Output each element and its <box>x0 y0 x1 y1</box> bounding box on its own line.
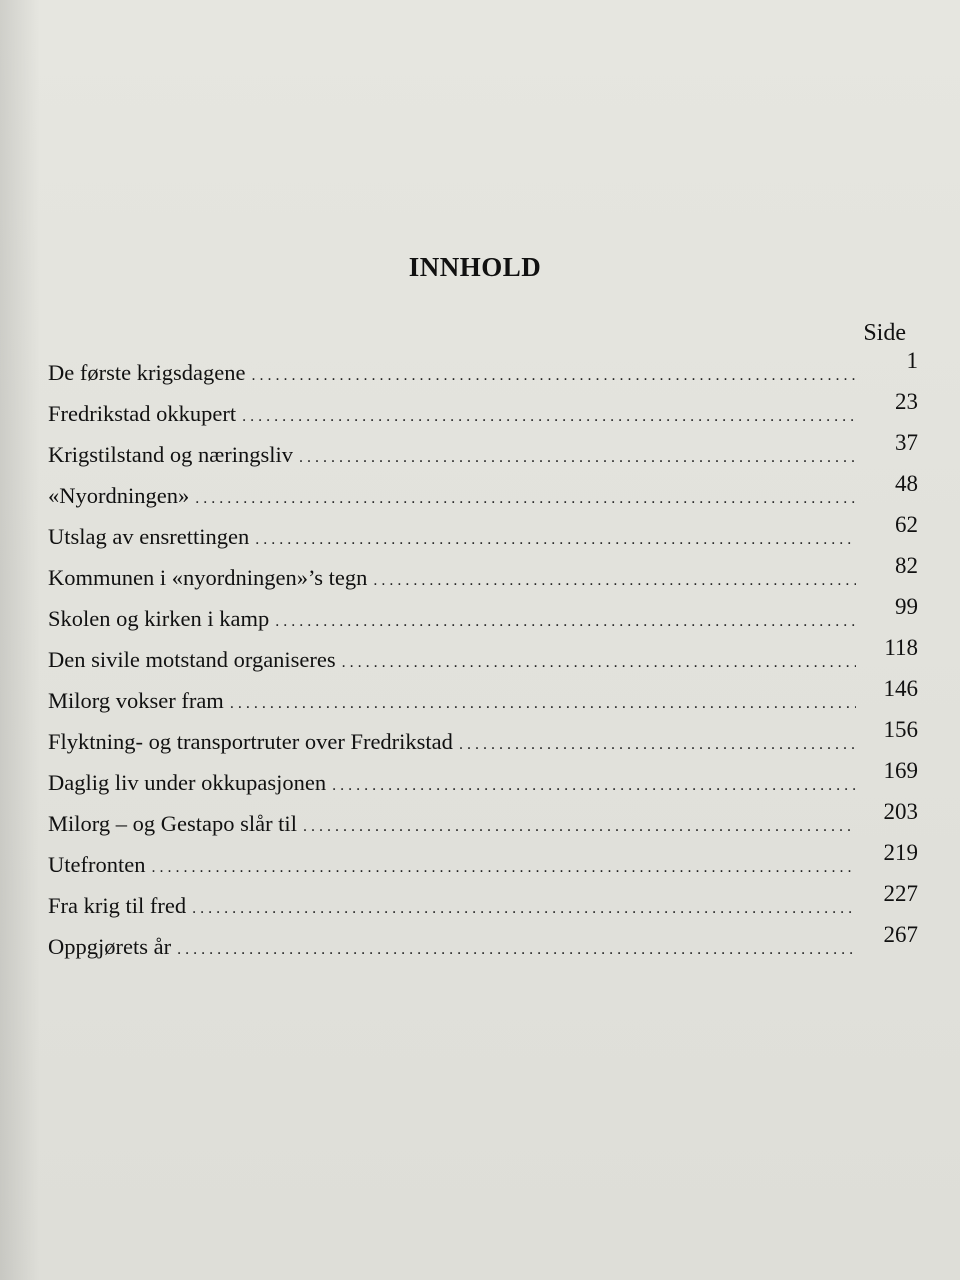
toc-entry-title: De første krigsdagene <box>48 360 246 385</box>
table-of-contents <box>48 348 918 975</box>
toc-entry-title: Fredrikstad okkupert <box>48 401 237 426</box>
dot-leader <box>251 367 856 385</box>
toc-entry-page: 99 <box>895 594 918 619</box>
dot-leader <box>255 531 856 549</box>
toc-entry <box>48 512 918 565</box>
toc-entry <box>48 594 918 647</box>
toc-entry-page: 219 <box>883 840 918 865</box>
dot-leader <box>151 859 856 877</box>
dot-leader <box>299 449 856 467</box>
toc-entry-title: Skolen og kirken i kamp <box>48 606 270 631</box>
toc-entry-page: 227 <box>883 881 918 906</box>
toc-entry <box>48 717 918 770</box>
toc-entry <box>48 758 918 811</box>
toc-entry-title: Daglig liv under okkupasjonen <box>48 770 327 795</box>
toc-entry-title: Flyktning- og transportruter over Fredrikstad <box>48 729 453 754</box>
toc-entry-page: 48 <box>895 471 918 496</box>
toc-entry-title: Oppgjørets år <box>48 934 172 959</box>
dot-leader <box>230 695 856 713</box>
dot-leader <box>275 613 856 631</box>
page-column-label: Side <box>863 320 906 346</box>
toc-entry <box>48 799 918 852</box>
dot-leader <box>303 818 856 836</box>
toc-entry-page: 23 <box>895 389 918 414</box>
toc-entry-title: Fra krig til fred <box>48 893 187 918</box>
dot-leader <box>242 408 856 426</box>
toc-entry <box>48 430 918 483</box>
toc-entry-page: 169 <box>883 758 918 783</box>
toc-entry-page: 267 <box>883 922 918 947</box>
dot-leader <box>332 777 856 795</box>
toc-entry <box>48 389 918 442</box>
dot-leader <box>373 572 856 590</box>
toc-entry-page: 203 <box>883 799 918 824</box>
toc-entry <box>48 553 918 606</box>
dot-leader <box>177 941 856 959</box>
toc-entry-page: 118 <box>884 635 918 660</box>
toc-entry-title: Kommunen i «nyordningen»’s tegn <box>48 565 368 590</box>
toc-entry-title: Milorg vokser fram <box>48 688 224 713</box>
page-gutter-shadow <box>0 0 40 1280</box>
toc-entry <box>48 881 918 934</box>
toc-entry-title: Utefronten <box>48 852 146 877</box>
toc-entry-page: 82 <box>895 553 918 578</box>
toc-entry-page: 1 <box>906 348 918 373</box>
toc-entry <box>48 471 918 524</box>
dot-leader <box>192 900 856 918</box>
toc-entry <box>48 922 918 975</box>
toc-entry-title: Den sivile motstand organiseres <box>48 647 336 672</box>
toc-entry-title: «Nyordningen» <box>48 483 190 508</box>
toc-entry <box>48 635 918 688</box>
dot-leader <box>342 654 856 672</box>
toc-entry-page: 37 <box>895 430 918 455</box>
toc-entry-title: Utslag av ensrettingen <box>48 524 250 549</box>
toc-entry-page: 146 <box>883 676 918 701</box>
contents-heading: INNHOLD <box>408 252 542 282</box>
dot-leader <box>459 736 856 754</box>
toc-entry-page: 62 <box>895 512 918 537</box>
toc-entry-page: 156 <box>883 717 918 742</box>
toc-entry <box>48 840 918 893</box>
toc-entry <box>48 348 918 401</box>
dot-leader <box>195 490 856 508</box>
toc-entry <box>48 676 918 729</box>
toc-entry-title: Krigstilstand og næringsliv <box>48 442 294 467</box>
toc-entry-title: Milorg – og Gestapo slår til <box>48 811 297 836</box>
